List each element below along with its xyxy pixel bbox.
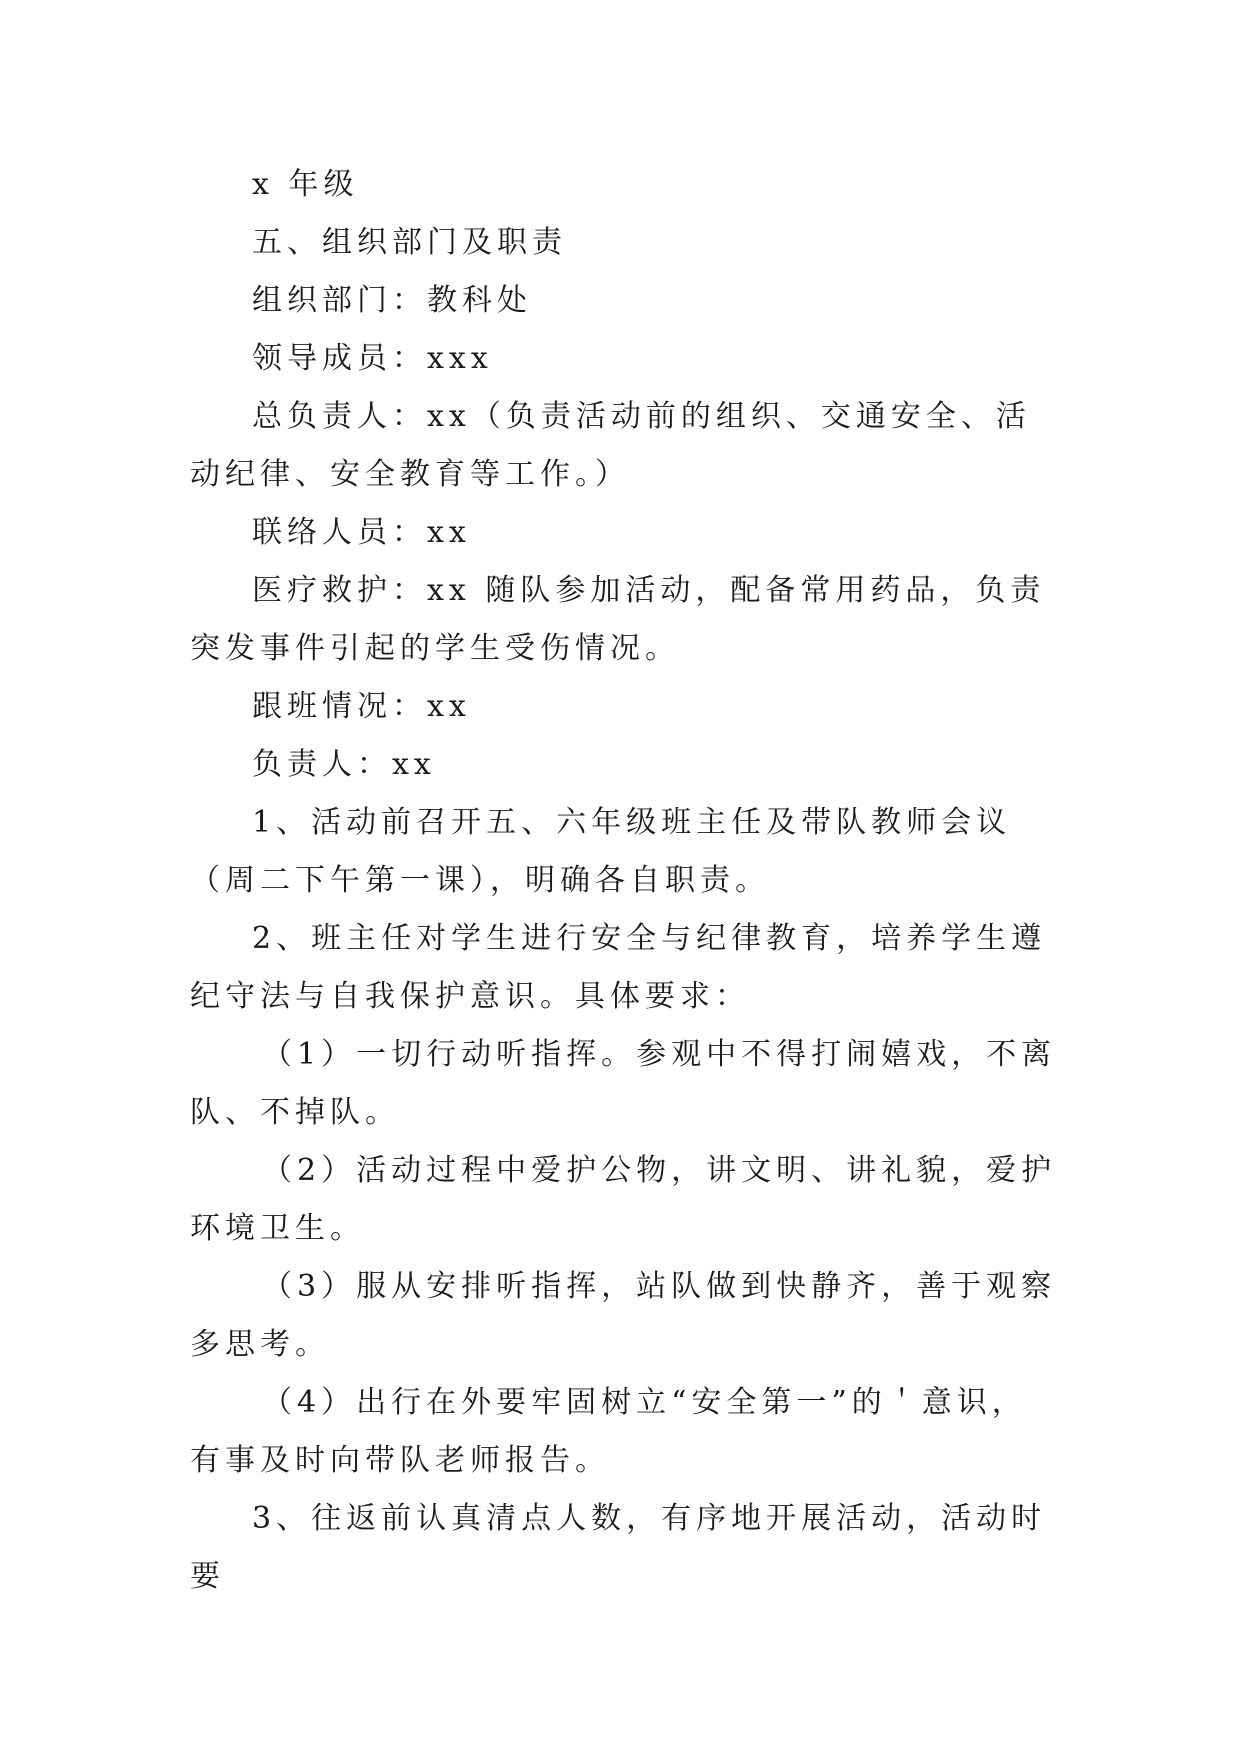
sub-item-1: （1）一切行动听指挥。参观中不得打闹嬉戏，不离队、不掉队。	[190, 1037, 1057, 1130]
document-body	[190, 156, 1060, 1606]
sub-item-2: （2）活动过程中爱护公物，讲文明、讲礼貌，爱护环境卫生。	[190, 1153, 1057, 1246]
paragraph-medical-aid: 医疗救护：xx 随队参加活动，配备常用药品，负责突发事件引起的学生受伤情况。	[190, 573, 1046, 666]
section-heading-organization: 五、组织部门及职责	[252, 225, 567, 260]
list-item-2: 2、班主任对学生进行安全与纪律教育，培养学生遵纪守法与自我保护意识。具体要求：	[190, 921, 1047, 1014]
list-item-3: 3、往返前认真清点人数，有序地开展活动，活动时要	[190, 1501, 1047, 1594]
paragraph-grade: x 年级	[252, 167, 359, 202]
sub-item-4: （4）出行在外要牢固树立“安全第一”的＇意识，有事及时向带队老师报告。	[190, 1385, 1027, 1478]
paragraph-general-lead: 总负责人：xx（负责活动前的组织、交通安全、活动纪律、安全教育等工作。）	[190, 399, 1031, 492]
paragraph-liaison: 联络人员：xx	[252, 515, 471, 550]
list-item-1: 1、活动前召开五、六年级班主任及带队教师会议（周二下午第一课），明确各自职责。	[190, 805, 1012, 898]
paragraph-leadership-members: 领导成员：xxx	[252, 341, 493, 376]
paragraph-organizing-department: 组织部门：教科处	[252, 283, 532, 318]
sub-item-3: （3）服从安排听指挥，站队做到快静齐，善于观察多思考。	[190, 1269, 1057, 1362]
paragraph-person-in-charge: 负责人：xx	[252, 747, 436, 782]
paragraph-class-escort: 跟班情况：xx	[252, 689, 471, 724]
